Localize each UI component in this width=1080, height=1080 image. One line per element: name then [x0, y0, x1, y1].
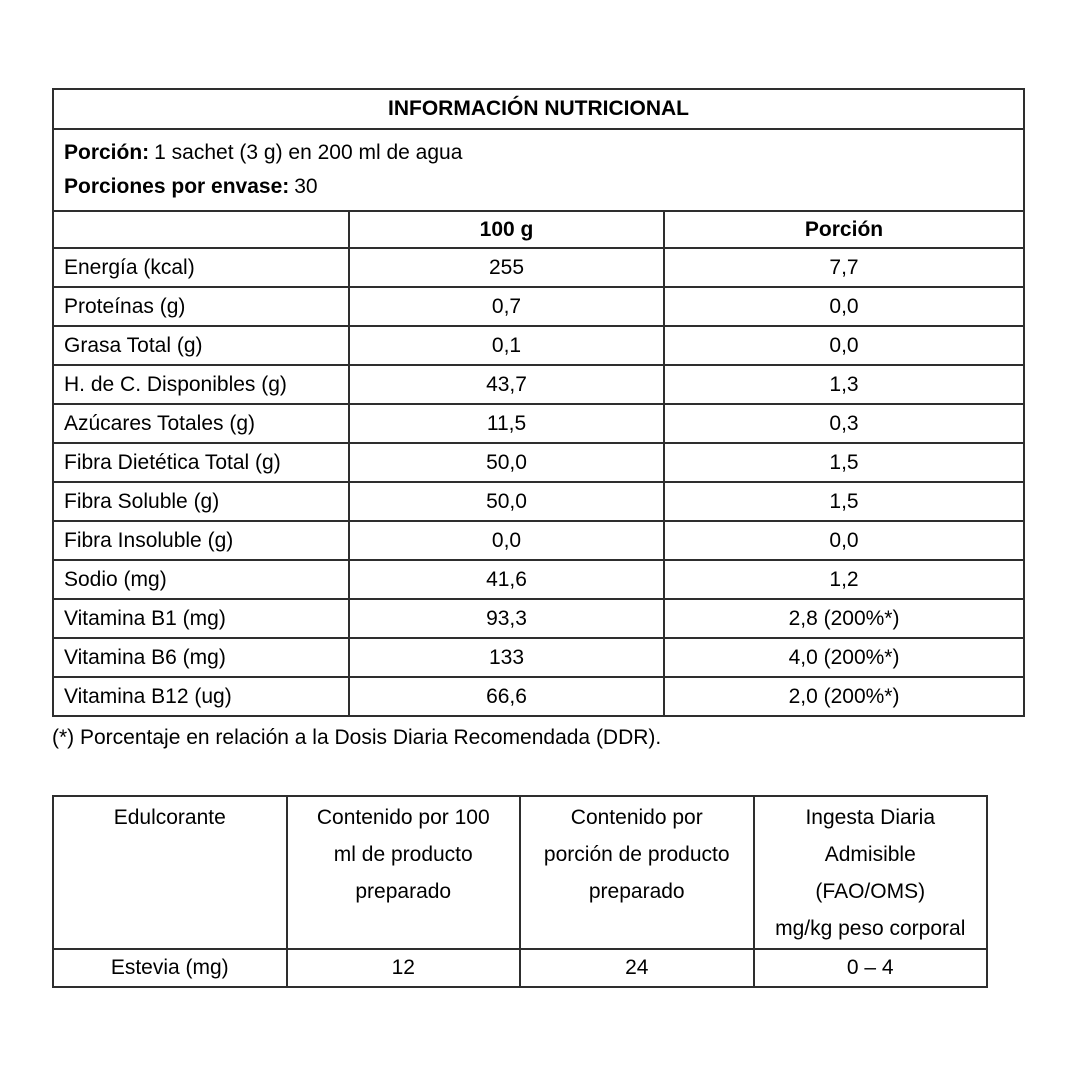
value-per-portion: 2,0 (200%*)	[664, 677, 1024, 716]
value-per-portion: 0,3	[664, 404, 1024, 443]
table-row-azucares-totales	[53, 404, 1024, 443]
value-per-portion: 1,5	[664, 443, 1024, 482]
header-line: Contenido por 100	[316, 806, 490, 829]
header-line: Ingesta Diaria	[805, 806, 936, 829]
serving-size-label: Porción:	[64, 141, 150, 164]
nutrient-label: Azúcares Totales (g)	[53, 404, 349, 443]
value-per-100g: 0,0	[349, 521, 664, 560]
table-row-vitamina-b12	[53, 677, 1024, 716]
value-per-100g: 11,5	[349, 404, 664, 443]
sweetener-per-100ml: 12	[287, 949, 521, 987]
value-per-portion: 0,0	[664, 287, 1024, 326]
sweetener-col-header-per-100ml	[287, 796, 521, 949]
sweetener-adi: 0 – 4	[754, 949, 988, 987]
serving-size-line	[64, 136, 1013, 170]
table-row-fibra-dietetica	[53, 443, 1024, 482]
value-per-portion: 1,2	[664, 560, 1024, 599]
servings-per-container-value: 30	[294, 175, 318, 198]
sweetener-col-header-adi	[754, 796, 988, 949]
ddr-footnote: (*) Porcentaje en relación a la Dosis Diaria Recomendada (DDR).	[52, 726, 662, 749]
header-line: preparado	[355, 880, 452, 903]
nutrient-label: Vitamina B12 (ug)	[53, 677, 349, 716]
value-per-portion: 4,0 (200%*)	[664, 638, 1024, 677]
value-per-portion: 0,0	[664, 521, 1024, 560]
value-per-100g: 93,3	[349, 599, 664, 638]
value-per-100g: 41,6	[349, 560, 664, 599]
table-row-hdec-disponibles	[53, 365, 1024, 404]
sweetener-per-portion: 24	[520, 949, 754, 987]
value-per-portion: 7,7	[664, 248, 1024, 287]
nutrient-label: Vitamina B1 (mg)	[53, 599, 349, 638]
sweetener-table	[52, 795, 988, 988]
value-per-100g: 43,7	[349, 365, 664, 404]
value-per-100g: 50,0	[349, 482, 664, 521]
sweetener-col-header-per-portion	[520, 796, 754, 949]
nutrition-facts-table	[52, 88, 1025, 717]
table-row-proteinas	[53, 287, 1024, 326]
serving-info-cell	[53, 129, 1024, 211]
sweetener-data-row	[53, 949, 987, 987]
nutrient-label: Sodio (mg)	[53, 560, 349, 599]
nutrient-label: Fibra Soluble (g)	[53, 482, 349, 521]
col-header-portion: Porción	[664, 211, 1024, 248]
table-row-fibra-soluble	[53, 482, 1024, 521]
value-per-100g: 0,1	[349, 326, 664, 365]
value-per-100g: 50,0	[349, 443, 664, 482]
header-line: (FAO/OMS)	[815, 880, 926, 903]
value-per-portion: 1,3	[664, 365, 1024, 404]
sweetener-header-row	[53, 796, 987, 949]
nutrient-label: Energía (kcal)	[53, 248, 349, 287]
nutrition-table-title: INFORMACIÓN NUTRICIONAL	[53, 89, 1024, 129]
col-header-100g: 100 g	[349, 211, 664, 248]
value-per-portion: 2,8 (200%*)	[664, 599, 1024, 638]
servings-per-container-label: Porciones por envase:	[64, 175, 290, 198]
header-line: porción de producto	[543, 843, 730, 866]
nutrient-label: H. de C. Disponibles (g)	[53, 365, 349, 404]
value-per-portion: 0,0	[664, 326, 1024, 365]
serving-info-row	[53, 129, 1024, 211]
table-row-grasa-total	[53, 326, 1024, 365]
header-line: Admisible	[824, 843, 916, 866]
sweetener-name: Estevia (mg)	[53, 949, 287, 987]
header-line: Edulcorante	[113, 806, 226, 829]
servings-per-container-line	[64, 170, 1013, 204]
value-per-100g: 133	[349, 638, 664, 677]
header-line: ml de producto	[333, 843, 473, 866]
nutrient-label: Fibra Insoluble (g)	[53, 521, 349, 560]
column-header-row	[53, 211, 1024, 248]
nutrient-label: Proteínas (g)	[53, 287, 349, 326]
table-row-vitamina-b1	[53, 599, 1024, 638]
nutrient-label: Grasa Total (g)	[53, 326, 349, 365]
value-per-100g: 255	[349, 248, 664, 287]
sweetener-col-header-edulcorante	[53, 796, 287, 949]
nutrient-label: Vitamina B6 (mg)	[53, 638, 349, 677]
value-per-100g: 0,7	[349, 287, 664, 326]
title-row	[53, 89, 1024, 129]
col-header-empty	[53, 211, 349, 248]
serving-size-value: 1 sachet (3 g) en 200 ml de agua	[154, 141, 463, 164]
table-row-energia	[53, 248, 1024, 287]
value-per-portion: 1,5	[664, 482, 1024, 521]
header-line: Contenido por	[570, 806, 703, 829]
table-row-vitamina-b6	[53, 638, 1024, 677]
nutrient-label: Fibra Dietética Total (g)	[53, 443, 349, 482]
table-row-fibra-insoluble	[53, 521, 1024, 560]
value-per-100g: 66,6	[349, 677, 664, 716]
table-row-sodio	[53, 560, 1024, 599]
header-line: mg/kg peso corporal	[775, 917, 966, 940]
header-line: preparado	[588, 880, 685, 903]
